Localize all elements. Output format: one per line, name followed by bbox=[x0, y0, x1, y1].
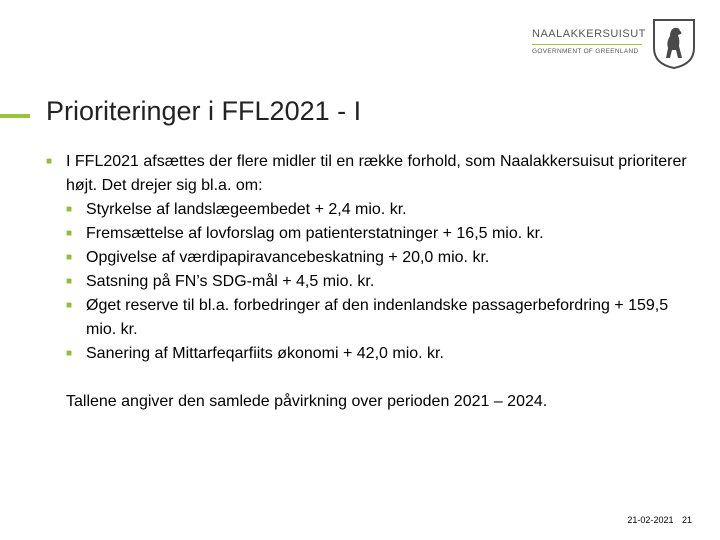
bullet-icon: ■ bbox=[66, 204, 73, 215]
list-item-text: Øget reserve til bl.a. forbedringer af den indenlandske passagerbefordring + 159,5 mio. kr. bbox=[86, 297, 669, 338]
bullet-icon: ■ bbox=[46, 156, 53, 167]
list-item bbox=[46, 222, 696, 246]
footer-date: 21-02-2021 bbox=[627, 515, 674, 525]
polar-bear-emblem-icon bbox=[652, 18, 696, 70]
bullet-icon: ■ bbox=[66, 276, 73, 287]
list-item bbox=[46, 198, 696, 222]
list-item bbox=[46, 270, 696, 294]
page-number: 21 bbox=[681, 515, 692, 525]
title-accent-bar bbox=[0, 114, 30, 118]
government-logo bbox=[532, 18, 712, 70]
bullet-icon: ■ bbox=[66, 228, 73, 239]
logo-name: NAALAKKERSUISUT bbox=[532, 28, 646, 40]
bullet-icon: ■ bbox=[66, 300, 73, 311]
list-item bbox=[46, 342, 696, 366]
intro-text: I FFL2021 afsættes der flere midler til en række forhold, som Naalakkersuisut prioriterer højt. Det drejer sig bl.a. om: bbox=[66, 153, 687, 194]
slide-title: Prioriteringer i FFL2021 - I bbox=[46, 96, 362, 127]
list-item-text: Satsning på FN’s SDG-mål + 4,5 mio. kr. bbox=[86, 273, 375, 290]
list-item bbox=[46, 294, 696, 342]
list-item-text: Fremsættelse af lovforslag om patienterstatninger + 16,5 mio. kr. bbox=[86, 225, 544, 242]
intro-bullet bbox=[46, 150, 696, 198]
summary-note: Tallene angiver den samlede påvirkning over perioden 2021 – 2024. bbox=[66, 393, 548, 410]
list-item-text: Sanering af Mittarfeqarfiits økonomi + 42,0 mio. kr. bbox=[86, 345, 444, 362]
bullet-icon: ■ bbox=[66, 252, 73, 263]
bullet-icon: ■ bbox=[66, 348, 73, 359]
logo-subtitle: GOVERNMENT OF GREENLAND bbox=[532, 48, 639, 55]
slide-body bbox=[46, 150, 696, 414]
list-item bbox=[46, 246, 696, 270]
slide-footer bbox=[621, 515, 692, 525]
list-item-text: Opgivelse af værdipapiravancebeskatning + 20,0 mio. kr. bbox=[86, 249, 490, 266]
logo-divider bbox=[532, 44, 642, 45]
list-item-text: Styrkelse af landslægeembedet + 2,4 mio. kr. bbox=[86, 201, 407, 218]
